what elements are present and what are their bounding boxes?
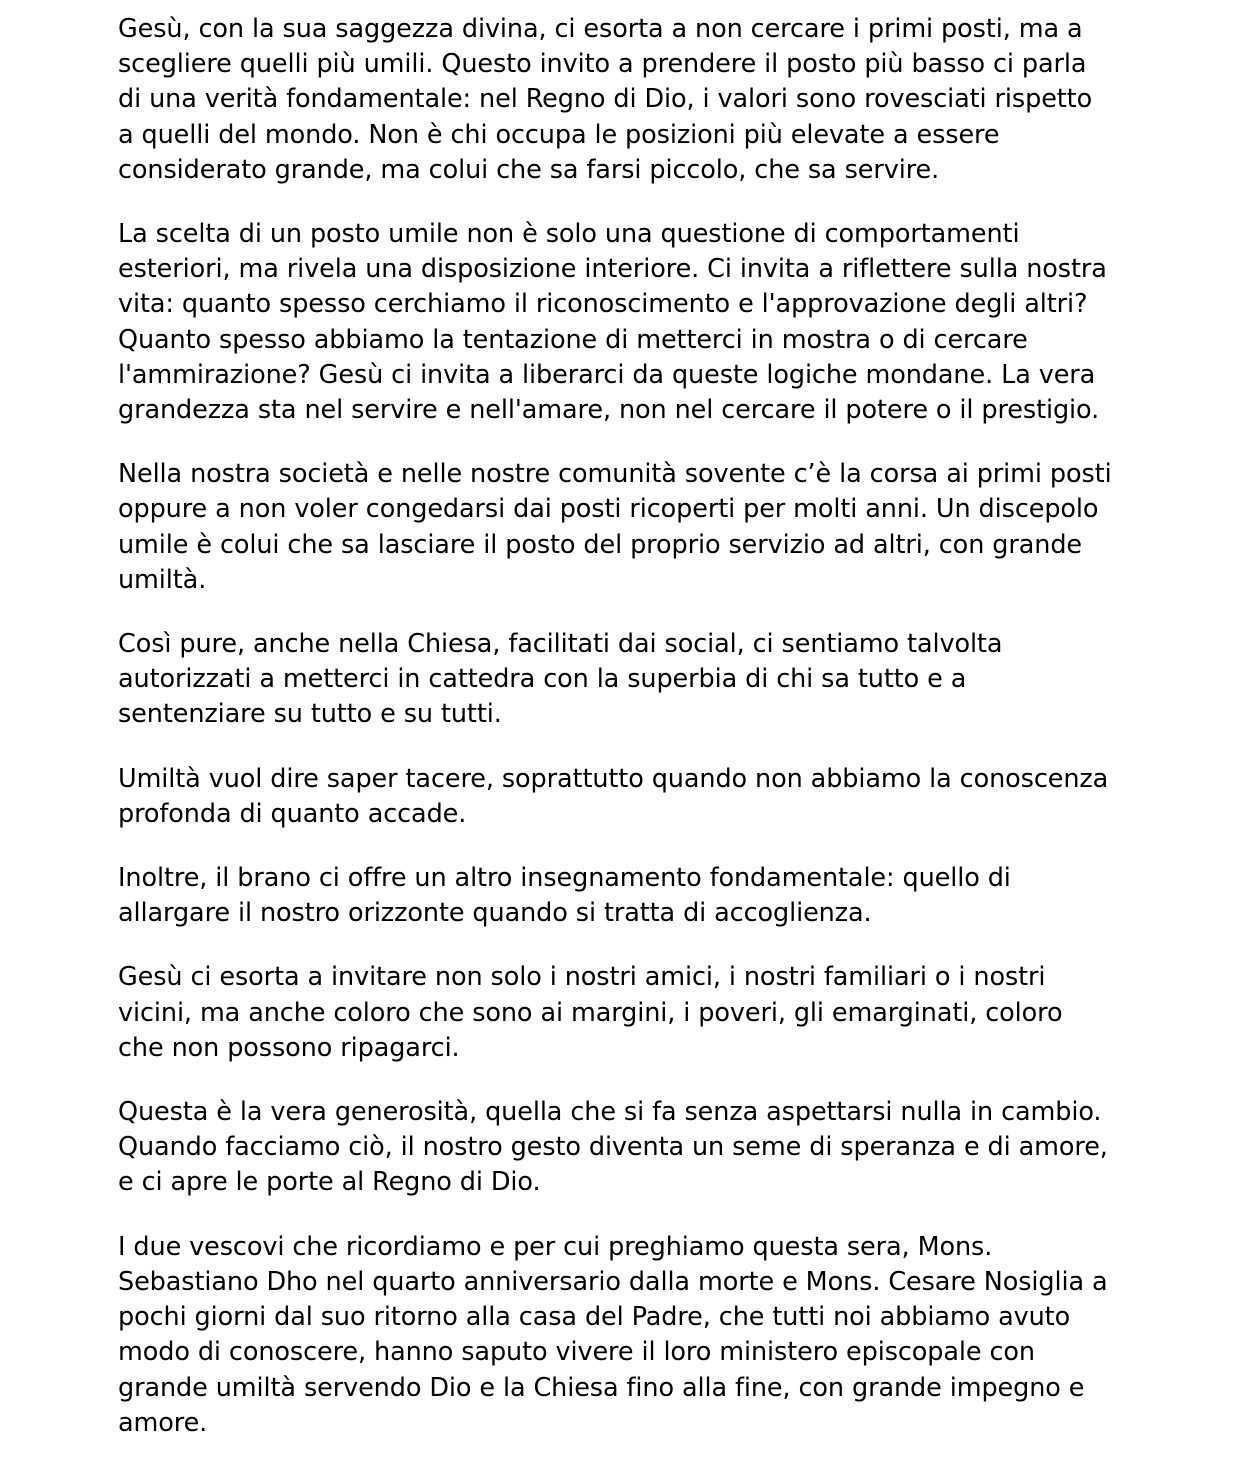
text-line: modo di conoscere, hanno saputo vivere il loro ministero episcopale con	[118, 1337, 1035, 1368]
text-line: a quelli del mondo. Non è chi occupa le posizioni più elevate a essere	[118, 119, 1000, 150]
text-line: Inoltre, il brano ci offre un altro insegnamento fondamentale: quello di	[118, 863, 1011, 894]
text-line: profonda di quanto accade.	[118, 798, 467, 829]
paragraph	[118, 1095, 1128, 1201]
paragraph	[118, 762, 1128, 832]
text-line: Così pure, anche nella Chiesa, facilitati dai social, ci sentiamo talvolta	[118, 629, 1003, 660]
text-line: Quando facciamo ciò, il nostro gesto diventa un seme di speranza e di amore,	[118, 1132, 1108, 1163]
paragraph	[118, 12, 1128, 188]
text-line: vita: quanto spesso cerchiamo il riconoscimento e l'approvazione degli altri?	[118, 289, 1088, 320]
text-line: La scelta di un posto umile non è solo una questione di comportamenti	[118, 219, 1020, 250]
text-line: Quanto spesso abbiamo la tentazione di metterci in mostra o di cercare	[118, 324, 1028, 355]
text-line: Sebastiano Dho nel quarto anniversario dalla morte e Mons. Cesare Nosiglia a	[118, 1266, 1108, 1297]
text-line: l'ammirazione? Gesù ci invita a liberarci da queste logiche mondane. La vera	[118, 359, 1096, 390]
text-line: autorizzati a metterci in cattedra con la superbia di chi sa tutto e a	[118, 664, 967, 695]
paragraph	[118, 1230, 1128, 1441]
text-line: Gesù, con la sua saggezza divina, ci esorta a non cercare i primi posti, ma a	[118, 14, 1083, 44]
paragraph	[118, 457, 1128, 598]
text-line: oppure a non voler congedarsi dai posti ricoperti per molti anni. Un discepolo	[118, 494, 1099, 525]
paragraph	[118, 627, 1128, 733]
text-line: e ci apre le porte al Regno di Dio.	[118, 1167, 541, 1198]
text-line: considerato grande, ma colui che sa farsi piccolo, che sa servire.	[118, 154, 940, 185]
paragraph	[118, 960, 1128, 1066]
text-line: Nella nostra società e nelle nostre comunità sovente c’è la corsa ai primi posti	[118, 459, 1112, 490]
text-line: allargare il nostro orizzonte quando si tratta di accoglienza.	[118, 898, 872, 929]
text-line: vicini, ma anche coloro che sono ai margini, i poveri, gli emarginati, coloro	[118, 997, 1063, 1028]
text-line: Gesù ci esorta a invitare non solo i nostri amici, i nostri familiari o i nostri	[118, 962, 1046, 993]
text-line: amore.	[118, 1407, 208, 1438]
text-line: sentenziare su tutto e su tutti.	[118, 699, 502, 730]
text-line: esteriori, ma rivela una disposizione interiore. Ci invita a riflettere sulla nostra	[118, 254, 1107, 285]
text-line: grandezza sta nel servire e nell'amare, non nel cercare il potere o il prestigio.	[118, 395, 1100, 426]
document-body	[118, 12, 1128, 1470]
text-line: che non possono ripagarci.	[118, 1032, 460, 1063]
text-line: pochi giorni dal suo ritorno alla casa del Padre, che tutti noi abbiamo avuto	[118, 1302, 1071, 1333]
text-line: Umiltà vuol dire saper tacere, soprattutto quando non abbiamo la conoscenza	[118, 763, 1109, 794]
text-line: di una verità fondamentale: nel Regno di Dio, i valori sono rovesciati rispetto	[118, 84, 1093, 115]
text-line: I due vescovi che ricordiamo e per cui preghiamo questa sera, Mons.	[118, 1231, 993, 1262]
paragraph	[118, 217, 1128, 428]
text-line: umiltà.	[118, 564, 207, 595]
text-line: umile è colui che sa lasciare il posto del proprio servizio ad altri, con grande	[118, 529, 1082, 560]
text-line: scegliere quelli più umili. Questo invito a prendere il posto più basso ci parla	[118, 49, 1087, 80]
paragraph	[118, 861, 1128, 931]
text-line: Questa è la vera generosità, quella che si fa senza aspettarsi nulla in cambio.	[118, 1097, 1102, 1128]
text-line: grande umiltà servendo Dio e la Chiesa fino alla fine, con grande impegno e	[118, 1372, 1085, 1403]
